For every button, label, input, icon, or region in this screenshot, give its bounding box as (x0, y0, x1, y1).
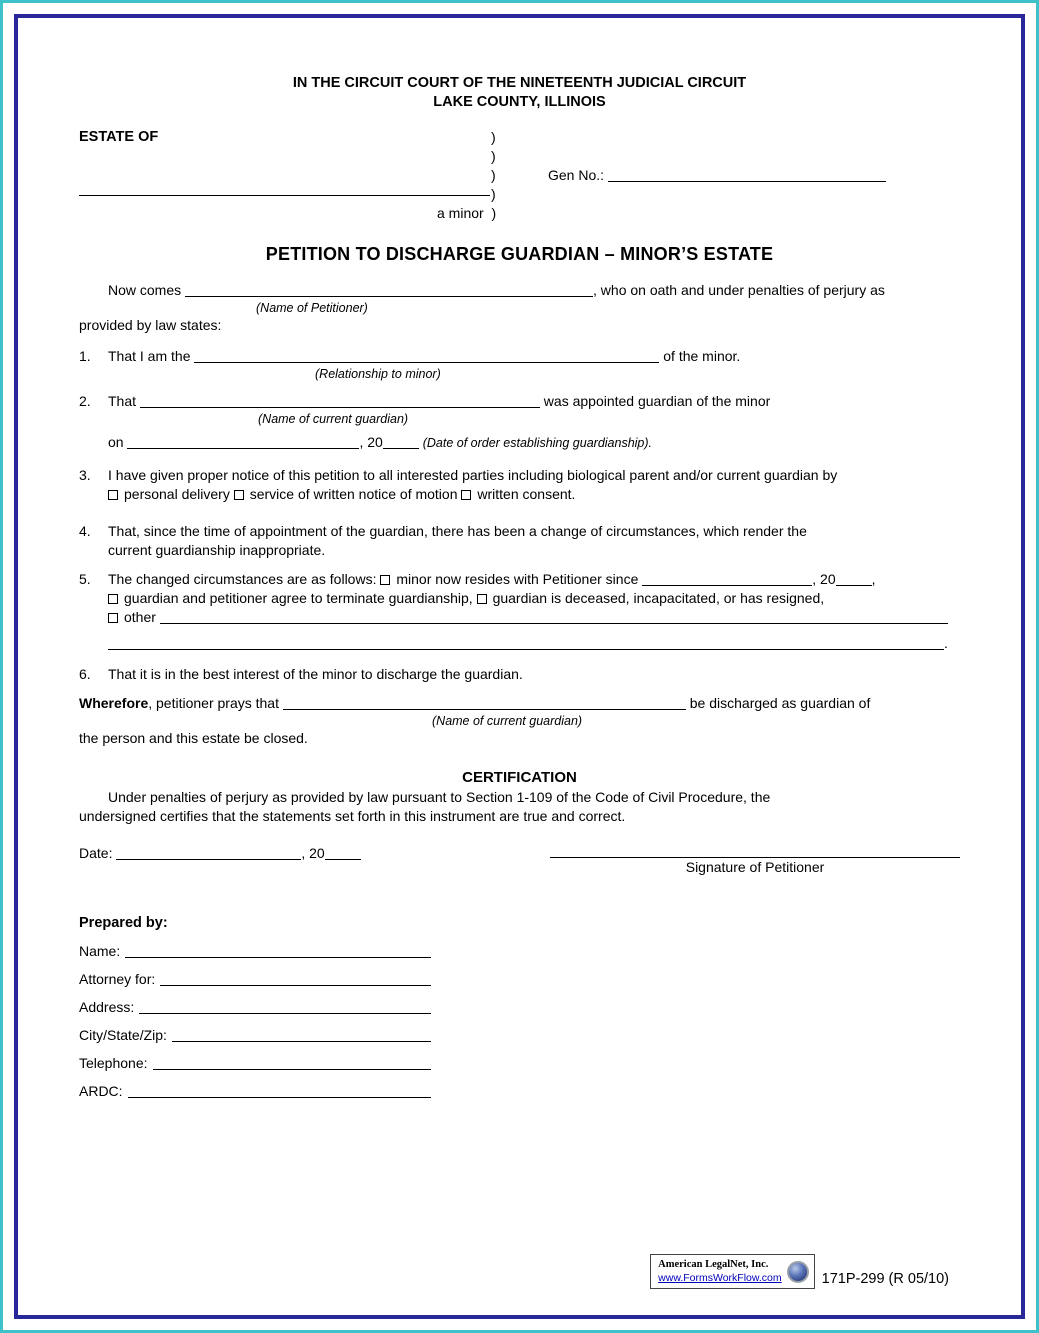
item-2-comma-20: , 20 (359, 434, 383, 450)
form-number: 171P-299 (R 05/10) (821, 1271, 949, 1287)
other-circumstances-field[interactable] (160, 611, 948, 624)
gen-no-field[interactable] (608, 169, 886, 182)
other-checkbox[interactable] (108, 613, 118, 623)
a-minor-label: a minor (437, 205, 484, 221)
item-2-on-word: on (108, 434, 124, 450)
agree-to-terminate-label: guardian and petitioner agree to terminate guardianship, (124, 590, 473, 606)
date-label: Date: (79, 845, 113, 861)
written-consent-checkbox[interactable] (461, 490, 471, 500)
date-comma-20: , 20 (301, 845, 325, 861)
petitioner-name-field[interactable] (185, 284, 593, 297)
agree-to-terminate-checkbox[interactable] (108, 594, 118, 604)
order-date-caption: (Date of order establishing guardianship). (422, 436, 653, 450)
footer (650, 1254, 949, 1289)
prepared-name-field[interactable] (125, 957, 431, 958)
prepared-row-city-state-zip (79, 1026, 431, 1045)
intro-text-2: , who on oath and under penalties of perjury as (593, 282, 885, 298)
item-5-text-1: The changed circumstances are as follows: (108, 571, 377, 587)
prepared-row-address (79, 998, 431, 1017)
intro-paragraph (79, 281, 960, 335)
guardian-deceased-checkbox[interactable] (477, 594, 487, 604)
item-4-number: 4. (79, 523, 91, 539)
residence-since-year-field[interactable] (836, 573, 872, 586)
written-notice-checkbox[interactable] (234, 490, 244, 500)
item-4-line-1: That, since the time of appointment of the guardian, there has been a change of circumstances, which render the (108, 523, 807, 539)
item-5-number: 5. (79, 571, 91, 587)
personal-delivery-checkbox[interactable] (108, 490, 118, 500)
paren: ) (491, 148, 496, 164)
certification-paragraph (79, 788, 960, 826)
relationship-field[interactable] (194, 350, 659, 363)
city-state-zip-label: City/State/Zip: (79, 1027, 167, 1043)
written-notice-label: service of written notice of motion (249, 486, 458, 502)
item-3-number: 3. (79, 467, 91, 483)
other-circumstances-continued-field[interactable] (108, 637, 944, 650)
item-2-text-1: That (108, 393, 137, 409)
intro-line-1 (79, 281, 960, 300)
court-location: LAKE COUNTY, ILLINOIS (433, 94, 606, 110)
wherefore-line-2: the person and this estate be closed. (79, 730, 308, 746)
resides-with-petitioner-checkbox[interactable] (380, 575, 390, 585)
prepared-by-heading: Prepared by: (79, 915, 168, 931)
form-title: PETITION TO DISCHARGE GUARDIAN – MINOR’S ESTATE (265, 244, 774, 264)
item-4-line-2: current guardianship inappropriate. (108, 542, 326, 558)
attorney-for-field[interactable] (160, 985, 431, 986)
name-label: Name: (79, 943, 121, 959)
paren: ) (491, 186, 496, 202)
prepared-row-telephone (79, 1054, 431, 1073)
item-5-line-2 (108, 589, 960, 608)
intro-text-1: Now comes (108, 282, 182, 298)
item-5-comma: , (871, 571, 876, 587)
city-state-zip-field[interactable] (172, 1041, 431, 1042)
date-signature-row (79, 844, 960, 876)
personal-delivery-label: personal delivery (124, 486, 230, 502)
prepared-row-ardc (79, 1082, 431, 1101)
item-1-line (108, 347, 960, 366)
item-5-comma-20: , 20 (812, 571, 836, 587)
court-header (79, 74, 960, 112)
gen-no-label: Gen No.: (548, 167, 605, 183)
prepared-row-name (79, 942, 431, 961)
legalnet-company: American LegalNet, Inc. (658, 1259, 769, 1270)
telephone-label: Telephone: (79, 1055, 148, 1071)
wherefore-line-1 (79, 694, 960, 713)
attorney-for-label: Attorney for: (79, 971, 156, 987)
formsworkflow-link[interactable]: www.FormsWorkFlow.com (658, 1272, 782, 1284)
signature-caption: Signature of Petitioner (685, 859, 825, 875)
discharge-guardian-name-field[interactable] (283, 697, 686, 710)
current-guardian-name-field[interactable] (140, 395, 540, 408)
item-2-line-2 (108, 433, 960, 452)
item-5-period: . (944, 635, 948, 651)
item-1-text-2: of the minor. (663, 348, 741, 364)
other-label: other (124, 609, 156, 625)
certification-line-1: Under penalties of perjury as provided by law pursuant to Section 1-109 of the Code of Civil Procedure, the (108, 789, 771, 805)
relationship-caption: (Relationship to minor) (315, 367, 441, 381)
item-2-text-2: was appointed guardian of the minor (543, 393, 771, 409)
item-1-number: 1. (79, 348, 91, 364)
certification-line-2: undersigned certifies that the statements set forth in this instrument are true and correct. (79, 808, 626, 824)
form-page (14, 14, 1025, 1319)
item-3-line-2 (108, 485, 960, 504)
date-group (79, 844, 361, 876)
court-name: IN THE CIRCUIT COURT OF THE NINETEENTH JUDICIAL CIRCUIT (292, 75, 747, 91)
wherefore-text-2: be discharged as guardian of (689, 695, 871, 711)
order-date-field[interactable] (127, 436, 359, 449)
address-field[interactable] (139, 1013, 431, 1014)
date-field[interactable] (116, 847, 301, 860)
item-2-line-1 (108, 392, 960, 411)
item-4 (79, 522, 960, 560)
item-1 (79, 347, 960, 382)
signature-field[interactable] (550, 844, 960, 858)
signature-block (550, 844, 960, 876)
estate-of-label: ESTATE OF (79, 129, 159, 145)
residence-since-date-field[interactable] (642, 573, 812, 586)
item-1-text-1: That I am the (108, 348, 191, 364)
item-6-number: 6. (79, 666, 91, 682)
item-2-number: 2. (79, 393, 91, 409)
legalnet-box (650, 1254, 814, 1289)
paren: ) (491, 205, 497, 221)
caption-left-column (79, 128, 491, 223)
telephone-field[interactable] (153, 1069, 431, 1070)
item-5-line-4 (108, 634, 960, 653)
order-year-field[interactable] (383, 436, 419, 449)
case-caption (79, 128, 960, 223)
gen-no-row (548, 166, 960, 223)
wherefore-word: Wherefore (79, 695, 149, 711)
item-5 (79, 570, 960, 653)
globe-icon (787, 1261, 809, 1283)
wherefore-text-1: , petitioner prays that (148, 695, 279, 711)
wherefore-paragraph (79, 694, 960, 748)
intro-line-2: provided by law states: (79, 317, 222, 333)
current-guardian-caption: (Name of current guardian) (258, 412, 409, 426)
paren: ) (491, 129, 496, 145)
item-3 (79, 466, 960, 504)
a-minor-row (437, 204, 548, 223)
written-consent-label: written consent. (477, 486, 576, 502)
estate-name-field[interactable] (79, 195, 490, 196)
item-5-line-3 (108, 608, 960, 627)
certification-heading: CERTIFICATION (462, 769, 577, 786)
item-5-line-1 (108, 570, 960, 589)
prepared-row-attorney-for (79, 970, 431, 989)
ardc-label: ARDC: (79, 1083, 123, 1099)
petitioner-name-caption: (Name of Petitioner) (256, 301, 368, 315)
item-2 (79, 392, 960, 452)
guardian-deceased-label: guardian is deceased, incapacitated, or has resigned, (492, 590, 825, 606)
date-year-field[interactable] (325, 847, 361, 860)
paren: ) (491, 167, 496, 183)
address-label: Address: (79, 999, 135, 1015)
item-6-line: That it is in the best interest of the minor to discharge the guardian. (108, 666, 523, 682)
discharge-guardian-caption: (Name of current guardian) (432, 714, 583, 728)
resides-with-petitioner-label: minor now resides with Petitioner since (396, 571, 639, 587)
legalnet-text (658, 1258, 781, 1285)
caption-paren-column (437, 128, 548, 223)
item-6 (79, 665, 960, 684)
ardc-field[interactable] (128, 1097, 431, 1098)
item-3-line-1: I have given proper notice of this petition to all interested parties including biological parent and/or current guardian by (108, 467, 838, 483)
